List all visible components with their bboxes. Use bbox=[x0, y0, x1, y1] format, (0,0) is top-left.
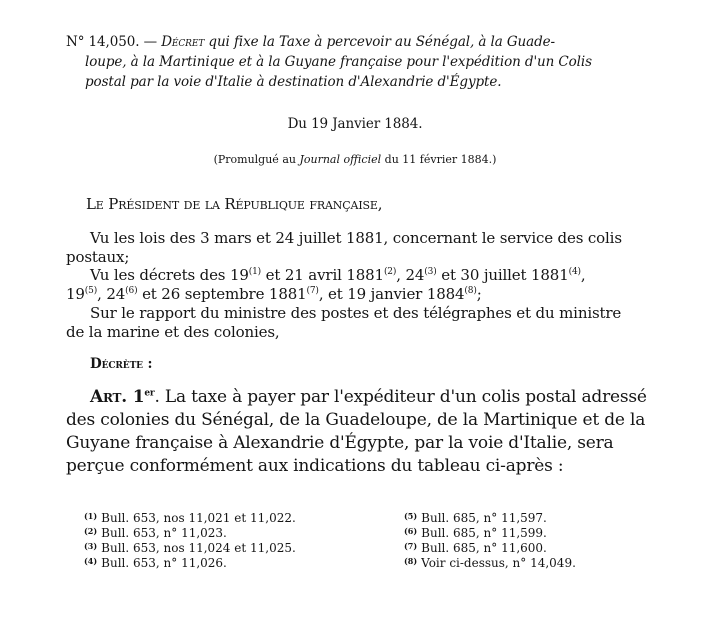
footnote-4 bbox=[84, 556, 227, 570]
article-text: La taxe à payer par l'expéditeur d'un colis postal adressé bbox=[164, 387, 647, 407]
decrete-heading: Décrète : bbox=[90, 356, 153, 372]
decree-number: N° 14,050. — bbox=[66, 34, 157, 50]
visa-text: et 21 avril 1881 bbox=[261, 266, 384, 284]
footnote-text: Bull. 653, n° 11,023. bbox=[101, 526, 227, 540]
footnote-ref: (7) bbox=[306, 286, 319, 296]
promulgation-note bbox=[0, 153, 710, 166]
footnote-1 bbox=[84, 511, 296, 525]
footnote-5 bbox=[404, 511, 547, 525]
footnote-mark: (3) bbox=[84, 541, 98, 551]
visa-text: , 24 bbox=[396, 266, 425, 284]
journal-officiel: Journal officiel bbox=[299, 153, 382, 166]
visa-text: ; bbox=[476, 285, 482, 303]
visa-text: Vu les décrets des 19 bbox=[90, 266, 249, 284]
article-1-line-3: Guyane française à Alexandrie d'Égypte, par la voie d'Italie, sera bbox=[66, 433, 614, 453]
article-1-line-1: Art. 1er. La taxe à payer par l'expéditeur d'un colis postal adressé bbox=[90, 387, 647, 407]
article-label: Art. 1 bbox=[90, 387, 145, 407]
visa-text: et 26 septembre 1881 bbox=[137, 285, 307, 303]
promulgation-open: (Promulgué au bbox=[213, 153, 296, 166]
article-1-line-2: des colonies du Sénégal, de la Guadeloupe, de la Martinique et de la bbox=[66, 410, 646, 430]
footnote-mark: (8) bbox=[404, 556, 418, 566]
footnote-text: Bull. 653, nos 11,024 et 11,025. bbox=[101, 541, 296, 555]
visa-lois-line-2: postaux; bbox=[66, 248, 130, 266]
decree-label: Décret bbox=[161, 34, 205, 50]
decree-title-line-1 bbox=[66, 34, 555, 50]
visa-lois-line-1: Vu les lois des 3 mars et 24 juillet 1881, concernant le service des colis bbox=[90, 229, 622, 247]
footnote-6 bbox=[404, 526, 547, 540]
footnote-mark: (2) bbox=[84, 526, 98, 536]
footnote-text: Bull. 685, n° 11,599. bbox=[421, 526, 547, 540]
footnote-3 bbox=[84, 541, 296, 555]
visa-decrets-line-1 bbox=[90, 266, 586, 284]
footnote-mark: (4) bbox=[84, 556, 98, 566]
visa-rapport-line-1: Sur le rapport du ministre des postes et des télégraphes et du ministre bbox=[90, 304, 622, 322]
visa-decrets-line-2 bbox=[66, 285, 482, 303]
footnote-mark: (1) bbox=[84, 511, 98, 521]
footnote-text: Bull. 685, n° 11,600. bbox=[421, 541, 547, 555]
footnote-7 bbox=[404, 541, 547, 555]
visa-text: , bbox=[580, 266, 586, 284]
footnote-ref: (3) bbox=[424, 267, 437, 277]
footnote-8 bbox=[404, 556, 576, 570]
footnote-mark: (5) bbox=[404, 511, 418, 521]
decree-title-line-3: postal par la voie d'Italie à destination d'Alexandrie d'Égypte. bbox=[85, 74, 502, 90]
visa-text: et 30 juillet 1881 bbox=[436, 266, 569, 284]
footnote-ref: (2) bbox=[383, 267, 397, 277]
footnote-mark: (6) bbox=[404, 526, 418, 536]
visa-rapport-line-2: de la marine et des colonies, bbox=[66, 323, 280, 341]
footnote-ref: (8) bbox=[464, 286, 477, 296]
footnote-text: Bull. 653, nos 11,021 et 11,022. bbox=[101, 511, 296, 525]
visa-text: , et 19 janvier 1884 bbox=[318, 285, 465, 303]
footnote-text: Bull. 653, n° 11,026. bbox=[101, 556, 227, 570]
footnote-ref: (6) bbox=[125, 286, 138, 296]
footnote-mark: (7) bbox=[404, 541, 418, 551]
president-heading: Le Président de la République française, bbox=[86, 195, 383, 213]
promulgation-close: du 11 février 1884.) bbox=[384, 153, 497, 166]
footnote-ref: (1) bbox=[248, 267, 262, 277]
decree-title-line-2: loupe, à la Martinique et à la Guyane française pour l'expédition d'un Colis bbox=[85, 54, 592, 70]
footnote-text: Voir ci-dessus, n° 14,049. bbox=[421, 556, 576, 570]
decree-date: Du 19 Janvier 1884. bbox=[287, 116, 423, 132]
visa-text: , 24 bbox=[97, 285, 126, 303]
visa-text: 19 bbox=[66, 285, 85, 303]
article-1-line-4: perçue conformément aux indications du tableau ci-après : bbox=[66, 456, 564, 476]
footnote-2 bbox=[84, 526, 227, 540]
decree-title-rest: qui fixe la Taxe à percevoir au Sénégal, à la Guade- bbox=[208, 34, 555, 50]
footnote-ref: (5) bbox=[84, 286, 98, 296]
article-label-sup: er bbox=[144, 388, 155, 399]
footnote-ref: (4) bbox=[568, 267, 581, 277]
footnote-text: Bull. 685, n° 11,597. bbox=[421, 511, 547, 525]
